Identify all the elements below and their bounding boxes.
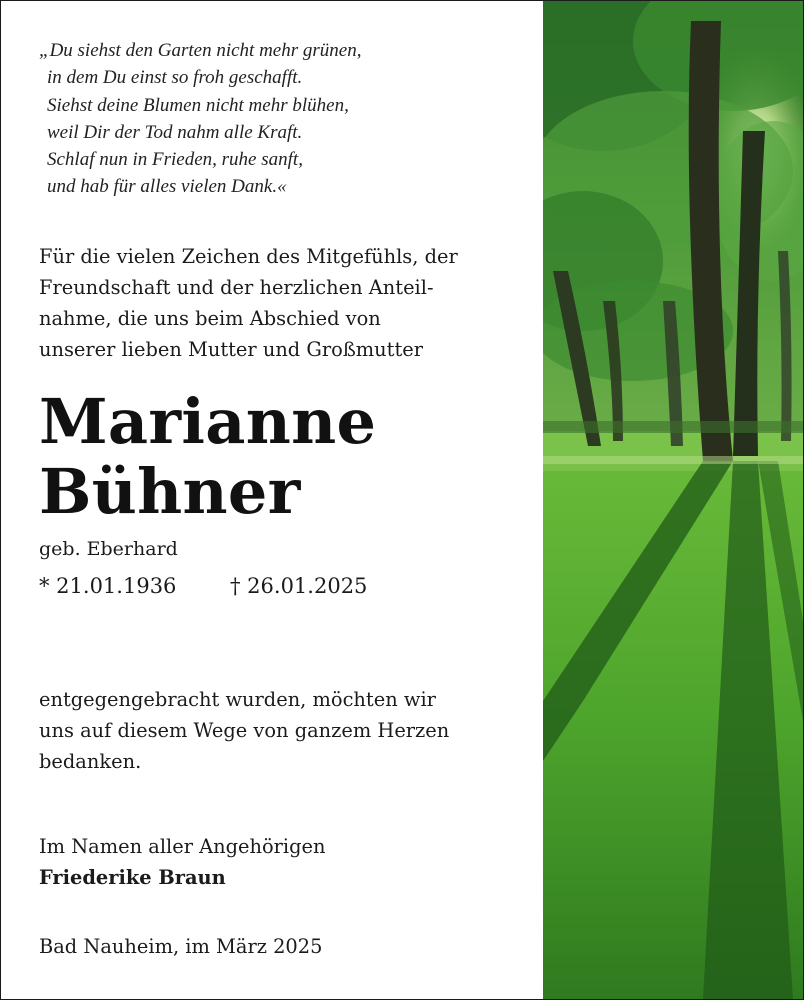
thanks-intro	[39, 241, 458, 365]
first-name: Marianne	[39, 385, 377, 458]
poem-line: Schlaf nun in Frieden, ruhe sanft,	[47, 149, 303, 171]
signer-name: Friederike Braun	[39, 866, 226, 889]
place-date: Bad Nauheim, im März 2025	[39, 935, 323, 958]
poem-line: in dem Du einst so froh geschafft.	[47, 67, 303, 89]
thanks-line: unserer lieben Mutter und Großmutter	[39, 338, 423, 361]
death-date: † 26.01.2025	[230, 574, 368, 598]
poem	[39, 37, 361, 201]
birth-name: geb. Eberhard	[39, 538, 178, 560]
thanks-line: Für die vielen Zeichen des Mitgefühls, der	[39, 245, 458, 268]
poem-line: Siehst deine Blumen nicht mehr blühen,	[47, 94, 349, 116]
life-dates	[39, 571, 368, 601]
thanks-line: Freundschaft und der herzlichen Anteil-	[39, 276, 434, 299]
thanks-line: bedanken.	[39, 750, 142, 773]
poem-line: weil Dir der Tod nahm alle Kraft.	[47, 121, 303, 143]
poem-line: und hab für alles vielen Dank.«	[47, 176, 287, 198]
on-behalf-text: Im Namen aller Angehörigen	[39, 835, 326, 858]
signature-block	[39, 831, 326, 893]
birth-date: * 21.01.1936	[39, 574, 177, 598]
park-trees-image	[543, 1, 803, 999]
thanks-line: uns auf diesem Wege von ganzem Herzen	[39, 719, 450, 742]
thanks-line: nahme, die uns beim Abschied von	[39, 307, 381, 330]
thanks-line: entgegengebracht wurden, möchten wir	[39, 688, 436, 711]
text-column	[1, 1, 542, 999]
poem-line: „Du siehst den Garten nicht mehr grünen,	[39, 40, 362, 61]
last-name: Bühner	[39, 455, 301, 528]
thanks-outro	[39, 684, 449, 777]
deceased-name	[39, 387, 376, 527]
